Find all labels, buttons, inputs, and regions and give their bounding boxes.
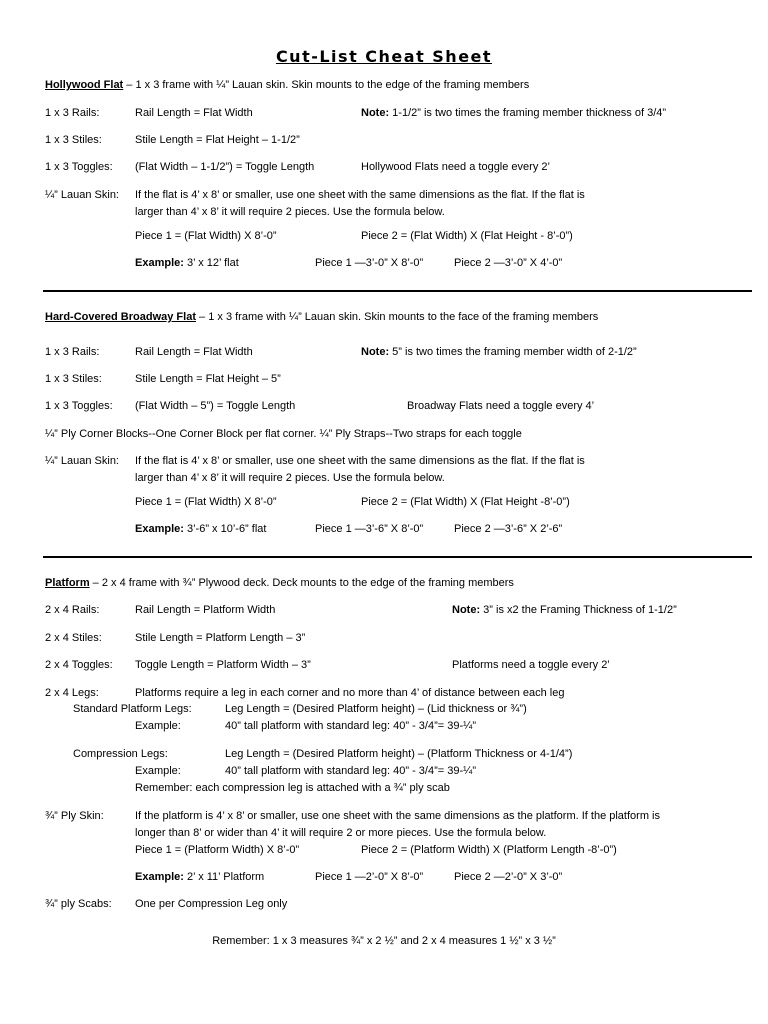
- broadway-blocks-line: ¼” Ply Corner Blocks--One Corner Block per flat corner. ¼” Ply Straps--Two straps for each toggle: [45, 428, 522, 440]
- platform-example: [135, 870, 264, 884]
- broadway-heading: Hard-Covered Broadway Flat: [45, 311, 196, 323]
- platform-rails-note: [452, 603, 677, 617]
- platform-toggles-note: Platforms need a toggle every 2’: [452, 659, 610, 671]
- hollywood-heading-line: [45, 78, 529, 92]
- compression-legs-example: 40” tall platform with standard leg: 40” - 3/4”= 39-¼”: [225, 765, 476, 777]
- hollywood-heading-desc: – 1 x 3 frame with ¼” Lauan skin. Skin mounts to the edge of the framing members: [123, 79, 530, 91]
- note-label: Note:: [452, 604, 481, 616]
- compression-legs-formula: Leg Length = (Desired Platform height) – (Platform Thickness or 4-1/4”): [225, 748, 573, 760]
- platform-rails-label: 2 x 4 Rails:: [45, 604, 100, 616]
- broadway-heading-line: [45, 310, 598, 324]
- note-text: 5” is two times the framing member width of 2-1/2”: [389, 346, 637, 358]
- hollywood-toggles-formula: (Flat Width – 1-1/2”) = Toggle Length: [135, 161, 315, 173]
- compression-legs-remember: Remember: each compression leg is attached with a ¾” ply scab: [135, 782, 450, 794]
- hollywood-piece1: Piece 1 = (Flat Width) X 8’-0”: [135, 230, 277, 242]
- broadway-toggles-label: 1 x 3 Toggles:: [45, 400, 113, 412]
- note-label: Note:: [361, 346, 390, 358]
- hollywood-example-piece2: Piece 2 —3’-0” X 4’-0”: [454, 257, 563, 269]
- platform-skin-line1: If the platform is 4’ x 8’ or smaller, use one sheet with the same dimensions as the platform. If the platform is: [135, 810, 660, 822]
- broadway-piece1: Piece 1 = (Flat Width) X 8’-0”: [135, 496, 277, 508]
- hollywood-skin-line1: If the flat is 4’ x 8’ or smaller, use one sheet with the same dimensions as the flat. If the flat is: [135, 189, 585, 201]
- platform-skin-label: ¾” Ply Skin:: [45, 810, 104, 822]
- section-divider: [43, 290, 752, 292]
- hollywood-toggles-note: Hollywood Flats need a toggle every 2’: [361, 161, 550, 173]
- platform-skin-line2: longer than 8’ or wider than 4’ it will require 2 or more pieces. Use the formula below.: [135, 827, 547, 839]
- example-value: 3’ x 12’ flat: [183, 257, 239, 269]
- platform-toggles-formula: Toggle Length = Platform Width – 3”: [135, 659, 311, 671]
- compression-legs-label: Compression Legs:: [73, 748, 168, 760]
- platform-scabs-value: One per Compression Leg only: [135, 898, 288, 910]
- platform-stiles-label: 2 x 4 Stiles:: [45, 632, 102, 644]
- standard-legs-formula: Leg Length = (Desired Platform height) – (Lid thickness or ¾”): [225, 703, 527, 715]
- hollywood-stiles-label: 1 x 3 Stiles:: [45, 134, 102, 146]
- platform-scabs-label: ¾” ply Scabs:: [45, 898, 112, 910]
- hollywood-example: [135, 256, 239, 270]
- page-title: Cut-List Cheat Sheet: [275, 47, 493, 66]
- hollywood-rails-formula: Rail Length = Flat Width: [135, 107, 253, 119]
- hollywood-rails-note: [361, 106, 666, 120]
- platform-legs-line: Platforms require a leg in each corner and no more than 4’ of distance between each leg: [135, 687, 565, 699]
- broadway-toggles-formula: (Flat Width – 5”) = Toggle Length: [135, 400, 296, 412]
- note-text: 3” is x2 the Framing Thickness of 1-1/2”: [480, 604, 677, 616]
- example-label: Example:: [135, 871, 184, 883]
- platform-legs-label: 2 x 4 Legs:: [45, 687, 99, 699]
- platform-toggles-label: 2 x 4 Toggles:: [45, 659, 113, 671]
- broadway-piece2: Piece 2 = (Flat Width) X (Flat Height -8’-0”): [361, 496, 570, 508]
- platform-rails-formula: Rail Length = Platform Width: [135, 604, 276, 616]
- example-value: 3’-6” x 10’-6” flat: [183, 523, 267, 535]
- broadway-heading-desc: – 1 x 3 frame with ¼” Lauan skin. Skin mounts to the face of the framing members: [195, 311, 599, 323]
- platform-example-piece1: Piece 1 —2’-0” X 8’-0”: [315, 871, 424, 883]
- hollywood-skin-line2: larger than 4’ x 8’ it will require 2 pieces. Use the formula below.: [135, 206, 445, 218]
- broadway-toggles-note: Broadway Flats need a toggle every 4’: [407, 400, 595, 412]
- platform-heading-desc: – 2 x 4 frame with ¾” Plywood deck. Deck mounts to the edge of the framing members: [89, 577, 514, 589]
- hollywood-piece2: Piece 2 = (Flat Width) X (Flat Height - 8’-0”): [361, 230, 573, 242]
- broadway-stiles-label: 1 x 3 Stiles:: [45, 373, 102, 385]
- broadway-example-piece1: Piece 1 —3’-6” X 8’-0”: [315, 523, 424, 535]
- section-divider: [43, 556, 752, 558]
- standard-legs-example: 40” tall platform with standard leg: 40” - 3/4”= 39-¼”: [225, 720, 476, 732]
- hollywood-heading: Hollywood Flat: [45, 79, 124, 91]
- broadway-skin-line1: If the flat is 4’ x 8’ or smaller, use one sheet with the same dimensions as the flat. If the flat is: [135, 455, 585, 467]
- hollywood-skin-label: ¼” Lauan Skin:: [45, 189, 119, 201]
- broadway-example: [135, 522, 266, 536]
- platform-stiles-formula: Stile Length = Platform Length – 3”: [135, 632, 306, 644]
- broadway-skin-line2: larger than 4’ x 8’ it will require 2 pieces. Use the formula below.: [135, 472, 445, 484]
- note-label: Note:: [361, 107, 390, 119]
- example-label: Example:: [135, 257, 184, 269]
- broadway-example-piece2: Piece 2 —3’-6” X 2’-6”: [454, 523, 563, 535]
- broadway-rails-note: [361, 345, 637, 359]
- standard-legs-label: Standard Platform Legs:: [73, 703, 192, 715]
- example-label: Example:: [135, 523, 184, 535]
- platform-piece1: Piece 1 = (Platform Width) X 8’-0”: [135, 844, 300, 856]
- platform-example-piece2: Piece 2 —2’-0” X 3’-0”: [454, 871, 563, 883]
- note-text: 1-1/2” is two times the framing member thickness of 3/4”: [389, 107, 667, 119]
- platform-heading-line: [45, 576, 514, 590]
- platform-heading: Platform: [45, 577, 90, 589]
- hollywood-toggles-label: 1 x 3 Toggles:: [45, 161, 113, 173]
- platform-piece2: Piece 2 = (Platform Width) X (Platform Length -8’-0”): [361, 844, 617, 856]
- footer-remember: Remember: 1 x 3 measures ¾” x 2 ½” and 2 x 4 measures 1 ½” x 3 ½”: [212, 935, 556, 947]
- broadway-rails-formula: Rail Length = Flat Width: [135, 346, 253, 358]
- standard-legs-example-label: Example:: [135, 720, 181, 732]
- hollywood-example-piece1: Piece 1 —3’-0” X 8’-0”: [315, 257, 424, 269]
- example-value: 2’ x 11’ Platform: [183, 871, 265, 883]
- broadway-stiles-formula: Stile Length = Flat Height – 5”: [135, 373, 281, 385]
- hollywood-stiles-formula: Stile Length = Flat Height – 1-1/2”: [135, 134, 300, 146]
- hollywood-rails-label: 1 x 3 Rails:: [45, 107, 100, 119]
- broadway-skin-label: ¼” Lauan Skin:: [45, 455, 119, 467]
- broadway-rails-label: 1 x 3 Rails:: [45, 346, 100, 358]
- compression-legs-example-label: Example:: [135, 765, 181, 777]
